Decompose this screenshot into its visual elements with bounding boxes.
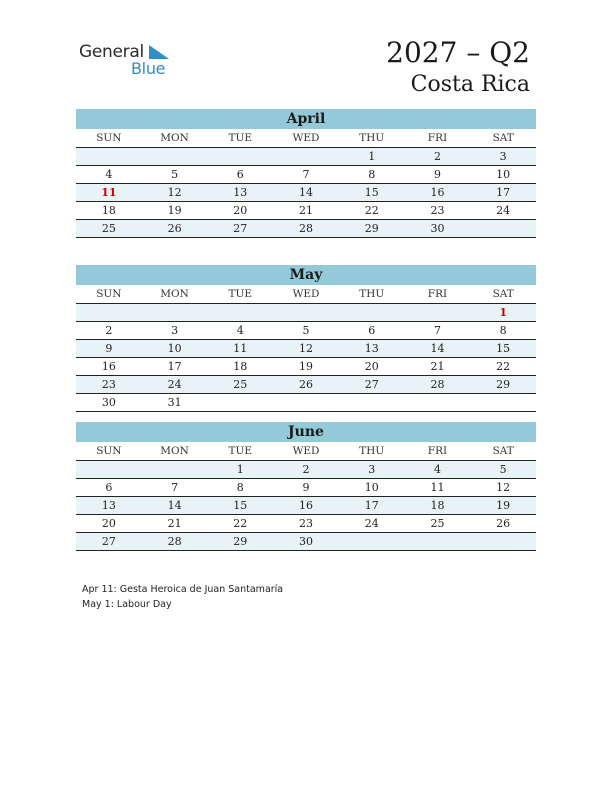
day-cell: 21 <box>167 517 182 530</box>
day-cell: 18 <box>101 204 116 217</box>
day-cell: 22 <box>233 517 248 530</box>
week-row <box>76 394 536 412</box>
month-june <box>76 422 536 551</box>
weekday-label: THU <box>359 132 385 144</box>
day-cell <box>470 533 536 550</box>
weekday-label: SAT <box>492 132 514 144</box>
day-cell: 8 <box>236 481 244 494</box>
day-cell: 1 <box>368 150 376 163</box>
weekday-label: SAT <box>492 445 514 457</box>
day-cell <box>339 394 405 411</box>
week-row <box>76 376 536 394</box>
day-cell: 27 <box>101 535 116 548</box>
day-cell: 9 <box>433 168 441 181</box>
weekday-label: SUN <box>96 445 122 457</box>
day-cell: 19 <box>167 204 182 217</box>
day-cell: 17 <box>167 360 182 373</box>
day-cell <box>207 394 273 411</box>
day-cell: 28 <box>167 535 182 548</box>
day-cell <box>273 394 339 411</box>
logo-text-blue: Blue <box>131 59 166 78</box>
day-cell <box>405 394 471 411</box>
day-cell: 6 <box>368 324 376 337</box>
weekday-header-row <box>76 442 536 461</box>
day-cell <box>207 304 273 321</box>
week-row <box>76 479 536 497</box>
week-row <box>76 358 536 376</box>
day-cell: 22 <box>364 204 379 217</box>
day-cell: 20 <box>364 360 379 373</box>
weekday-label: MON <box>160 445 189 457</box>
day-cell: 22 <box>496 360 511 373</box>
day-cell: 29 <box>364 222 379 235</box>
day-cell <box>273 304 339 321</box>
weekday-label: TUE <box>228 132 253 144</box>
day-cell <box>339 533 405 550</box>
week-row <box>76 148 536 166</box>
day-cell: 24 <box>364 517 379 530</box>
month-name: June <box>76 422 536 442</box>
day-cell: 14 <box>167 499 182 512</box>
weekday-label: TUE <box>228 445 253 457</box>
week-row <box>76 184 536 202</box>
day-cell: 2 <box>433 150 441 163</box>
country-name: Costa Rica <box>410 72 530 97</box>
day-cell <box>207 148 273 165</box>
month-may <box>76 265 536 412</box>
day-cell: 20 <box>233 204 248 217</box>
week-row <box>76 461 536 479</box>
day-cell: 14 <box>299 186 314 199</box>
weekday-label: THU <box>359 288 385 300</box>
day-cell <box>470 394 536 411</box>
day-cell: 7 <box>302 168 310 181</box>
day-cell: 10 <box>167 342 182 355</box>
week-row <box>76 220 536 238</box>
day-cell: 25 <box>101 222 116 235</box>
day-cell: 30 <box>101 396 116 409</box>
day-cell: 1 <box>499 306 507 319</box>
weekday-header-row <box>76 285 536 304</box>
logo-triangle-icon <box>149 45 169 59</box>
day-cell: 16 <box>430 186 445 199</box>
day-cell: 28 <box>299 222 314 235</box>
day-cell: 13 <box>101 499 116 512</box>
day-cell <box>405 533 471 550</box>
day-cell: 12 <box>496 481 511 494</box>
weekday-label: FRI <box>427 288 448 300</box>
month-april <box>76 109 536 238</box>
day-cell: 19 <box>299 360 314 373</box>
day-cell: 24 <box>167 378 182 391</box>
day-cell: 12 <box>299 342 314 355</box>
weekday-label: TUE <box>228 288 253 300</box>
day-cell: 8 <box>368 168 376 181</box>
month-name: May <box>76 265 536 285</box>
day-cell: 27 <box>364 378 379 391</box>
day-cell: 15 <box>364 186 379 199</box>
day-cell <box>405 304 471 321</box>
day-cell: 3 <box>171 324 179 337</box>
day-cell: 4 <box>105 168 113 181</box>
holiday-notes <box>82 582 283 612</box>
day-cell: 15 <box>496 342 511 355</box>
day-cell: 4 <box>236 324 244 337</box>
day-cell <box>142 148 208 165</box>
day-cell: 29 <box>496 378 511 391</box>
day-cell: 17 <box>364 499 379 512</box>
day-cell: 29 <box>233 535 248 548</box>
day-cell: 26 <box>299 378 314 391</box>
day-cell: 13 <box>364 342 379 355</box>
day-cell: 3 <box>368 463 376 476</box>
day-cell: 5 <box>302 324 310 337</box>
day-cell: 23 <box>299 517 314 530</box>
week-row <box>76 322 536 340</box>
weekday-label: SAT <box>492 288 514 300</box>
day-cell: 7 <box>171 481 179 494</box>
day-cell: 16 <box>101 360 116 373</box>
day-cell: 5 <box>499 463 507 476</box>
day-cell: 3 <box>499 150 507 163</box>
day-cell: 16 <box>299 499 314 512</box>
day-cell: 26 <box>496 517 511 530</box>
weekday-label: WED <box>292 288 320 300</box>
day-cell: 7 <box>433 324 441 337</box>
week-row <box>76 515 536 533</box>
weekday-label: FRI <box>427 445 448 457</box>
day-cell: 4 <box>433 463 441 476</box>
day-cell <box>142 304 208 321</box>
week-row <box>76 304 536 322</box>
weekday-header-row <box>76 129 536 148</box>
weekday-label: WED <box>292 445 320 457</box>
weekday-label: FRI <box>427 132 448 144</box>
day-cell: 21 <box>299 204 314 217</box>
day-cell: 1 <box>236 463 244 476</box>
day-cell: 30 <box>299 535 314 548</box>
week-row <box>76 202 536 220</box>
weekday-label: MON <box>160 288 189 300</box>
day-cell: 9 <box>105 342 113 355</box>
day-cell: 5 <box>171 168 179 181</box>
day-cell: 23 <box>101 378 116 391</box>
month-name: April <box>76 109 536 129</box>
day-cell: 31 <box>167 396 182 409</box>
logo <box>79 42 179 80</box>
day-cell: 13 <box>233 186 248 199</box>
weekday-label: THU <box>359 445 385 457</box>
day-cell: 14 <box>430 342 445 355</box>
weekday-label: SUN <box>96 288 122 300</box>
logo-text-general: General <box>79 42 144 62</box>
day-cell: 23 <box>430 204 445 217</box>
day-cell: 18 <box>430 499 445 512</box>
day-cell <box>76 304 142 321</box>
day-cell: 2 <box>105 324 113 337</box>
day-cell <box>470 220 536 237</box>
day-cell <box>273 148 339 165</box>
page-title: 2027 – Q2 <box>386 36 530 69</box>
day-cell <box>142 461 208 478</box>
day-cell: 17 <box>496 186 511 199</box>
day-cell: 25 <box>430 517 445 530</box>
day-cell: 8 <box>499 324 507 337</box>
day-cell: 6 <box>105 481 113 494</box>
day-cell: 19 <box>496 499 511 512</box>
day-cell: 20 <box>101 517 116 530</box>
holiday-note: May 1: Labour Day <box>82 599 172 610</box>
weekday-label: WED <box>292 132 320 144</box>
weekday-label: MON <box>160 132 189 144</box>
day-cell: 11 <box>101 186 117 199</box>
day-cell: 11 <box>233 342 248 355</box>
day-cell: 24 <box>496 204 511 217</box>
day-cell: 18 <box>233 360 248 373</box>
day-cell: 28 <box>430 378 445 391</box>
day-cell: 30 <box>430 222 445 235</box>
day-cell <box>76 461 142 478</box>
day-cell <box>76 148 142 165</box>
day-cell: 11 <box>430 481 445 494</box>
holiday-note: Apr 11: Gesta Heroica de Juan Santamaría <box>82 584 284 595</box>
day-cell: 10 <box>496 168 511 181</box>
day-cell: 9 <box>302 481 310 494</box>
day-cell: 21 <box>430 360 445 373</box>
day-cell: 12 <box>167 186 182 199</box>
week-row <box>76 340 536 358</box>
week-row <box>76 497 536 515</box>
day-cell: 27 <box>233 222 248 235</box>
day-cell: 2 <box>302 463 310 476</box>
day-cell: 26 <box>167 222 182 235</box>
day-cell: 15 <box>233 499 248 512</box>
day-cell <box>339 304 405 321</box>
day-cell: 25 <box>233 378 248 391</box>
weekday-label: SUN <box>96 132 122 144</box>
day-cell: 6 <box>236 168 244 181</box>
week-row <box>76 533 536 551</box>
week-row <box>76 166 536 184</box>
day-cell: 10 <box>364 481 379 494</box>
